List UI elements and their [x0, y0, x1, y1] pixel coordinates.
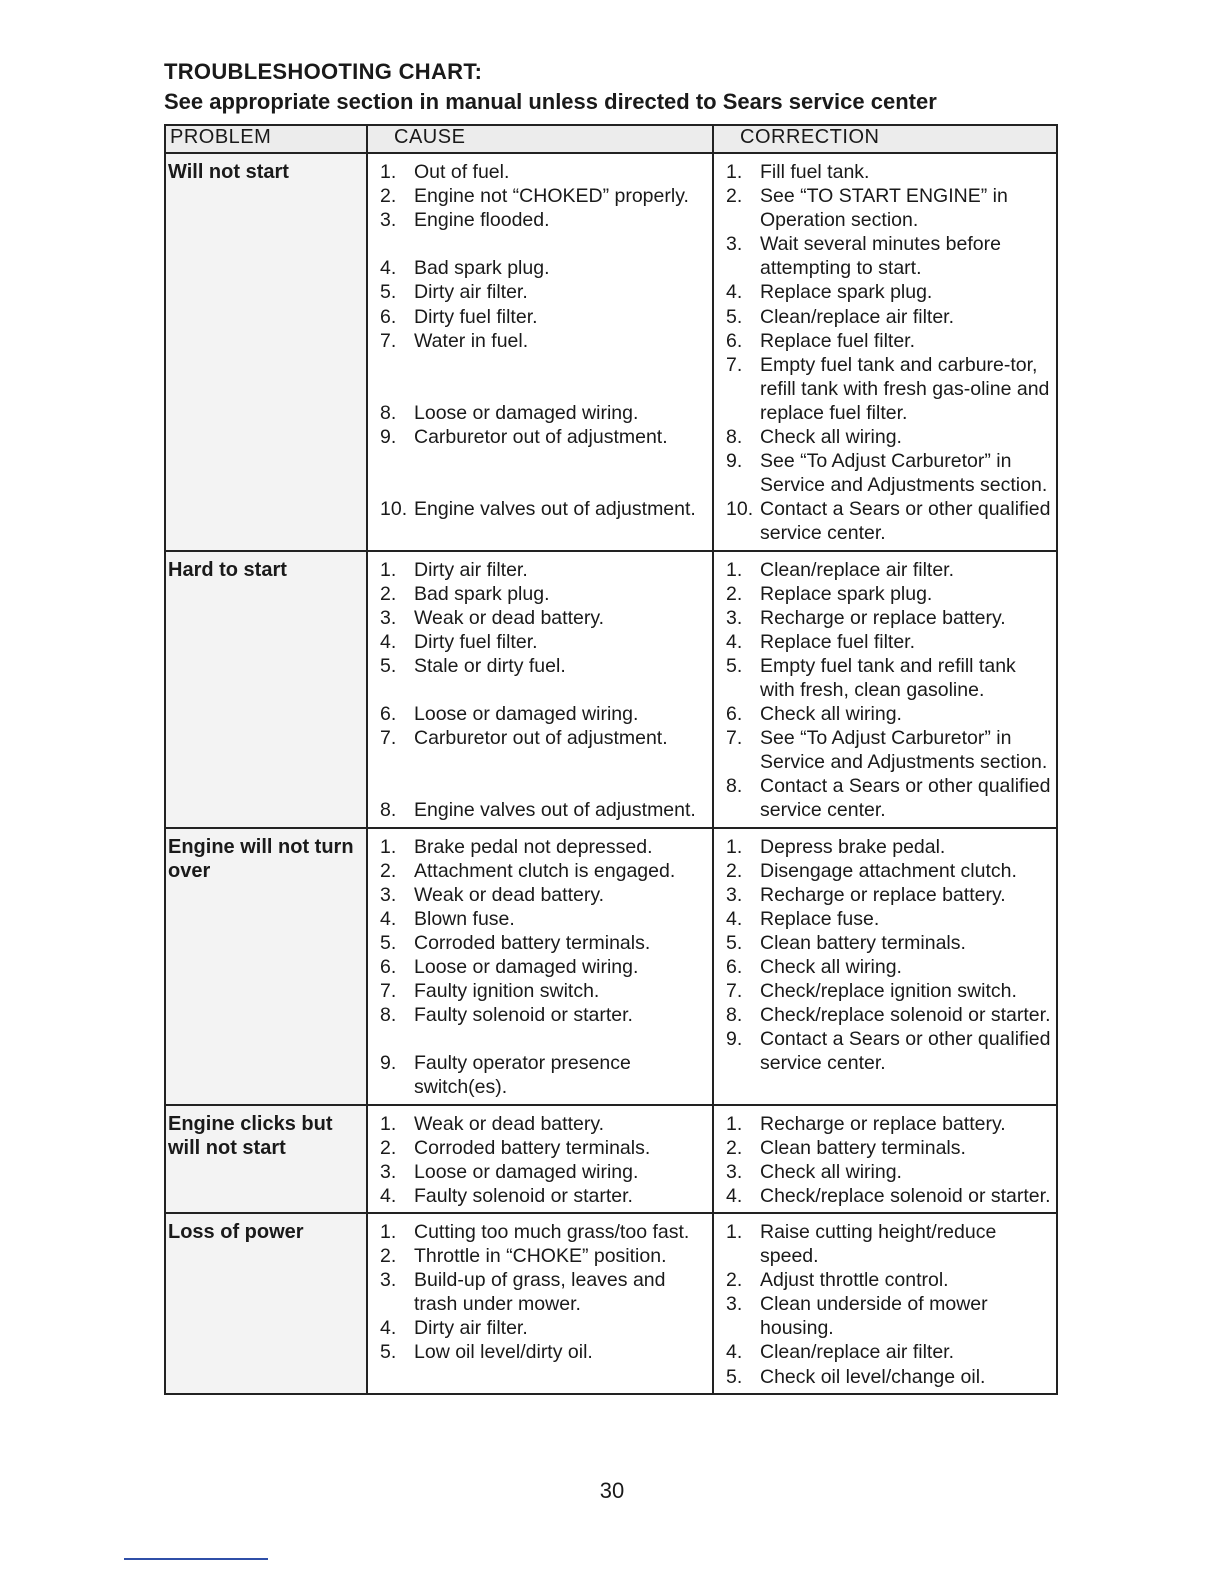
cause-text: Dirty fuel filter. [414, 630, 538, 653]
cause-number: 2. [380, 582, 397, 605]
correction-number: 5. [726, 654, 743, 677]
cause-number: 4. [380, 257, 397, 280]
cause-text: Weak or dead battery. [414, 883, 605, 906]
correction-item [718, 558, 1052, 582]
cause-number: 7. [380, 727, 397, 750]
cause-item [372, 582, 708, 606]
correction-number: 3. [726, 606, 743, 629]
cause-number: 8. [380, 1004, 397, 1027]
cause-item [372, 955, 708, 979]
cause-item [372, 1244, 708, 1268]
correction-item [718, 160, 1052, 184]
correction-list [718, 1220, 1052, 1389]
correction-cell [713, 551, 1057, 828]
correction-item [718, 1268, 1052, 1292]
cause-item [372, 979, 708, 1003]
correction-text: Raise cutting height/reduce speed. [760, 1220, 997, 1268]
cause-item [372, 280, 708, 304]
cause-text: Loose or damaged wiring. [414, 956, 639, 978]
correction-number: 4. [726, 281, 743, 304]
table-row [165, 828, 1057, 1105]
table-body [165, 153, 1057, 1394]
correction-item [718, 280, 1052, 304]
correction-text: Check/replace solenoid or starter. [760, 1004, 1051, 1027]
cause-text: Carburetor out of adjustment. [414, 727, 668, 750]
correction-item [718, 1292, 1052, 1340]
correction-list [718, 558, 1052, 823]
correction-number: 9. [726, 1028, 743, 1051]
cause-text: Loose or damaged wiring. [414, 401, 639, 424]
cause-number: 6. [380, 703, 397, 726]
page-number: 30 [599, 1478, 625, 1503]
cause-text: Throttle in “CHOKE” position. [414, 1245, 667, 1268]
cause-text: Brake pedal not depressed. [414, 835, 653, 858]
correction-number: 8. [726, 1004, 743, 1027]
correction-item [718, 1340, 1052, 1364]
cause-item [372, 726, 708, 750]
correction-number: 5. [726, 931, 743, 954]
cause-item [372, 1340, 708, 1364]
correction-number: 8. [726, 775, 743, 798]
correction-text: Clean/replace air filter. [760, 1341, 955, 1364]
correction-number: 5. [726, 1365, 743, 1388]
correction-text: Recharge or replace battery. [760, 883, 1006, 906]
cause-text: Blown fuse. [414, 907, 515, 930]
correction-item [718, 353, 1052, 425]
cause-item [372, 630, 708, 654]
cause-item [372, 883, 708, 907]
correction-number: 2. [726, 1136, 743, 1159]
cause-item [372, 1051, 708, 1099]
cause-text: Weak or dead battery. [414, 1112, 605, 1135]
problem-cell: Engine will not turn over [165, 828, 367, 1105]
cause-item [372, 401, 708, 425]
correction-cell [713, 828, 1057, 1105]
correction-text: Clean underside of mower housing. [760, 1293, 988, 1340]
cause-text: Faulty ignition switch. [414, 980, 600, 1003]
cause-text: Cutting too much grass/too fast. [414, 1220, 690, 1243]
cause-text: Engine valves out of adjustment. [414, 498, 696, 521]
cause-number: 5. [380, 1341, 397, 1364]
troubleshooting-table [164, 124, 1058, 1395]
cause-item [372, 1316, 708, 1340]
correction-item [718, 835, 1052, 859]
cause-number: 4. [380, 1184, 397, 1207]
correction-item [718, 859, 1052, 883]
problem-cell: Hard to start [165, 551, 367, 828]
correction-text: See “To Adjust Carburetor” in Service and Adjustments section. [760, 727, 1048, 774]
correction-item [718, 883, 1052, 907]
cause-item [372, 907, 708, 931]
cause-item [372, 1220, 708, 1244]
correction-item [718, 1160, 1052, 1184]
page-title: TROUBLESHOOTING CHART: [164, 59, 483, 84]
correction-text: Check/replace ignition switch. [760, 980, 1017, 1003]
page-subtitle: See appropriate section in manual unless directed to Sears service center [164, 89, 937, 114]
cause-text: Weak or dead battery. [414, 606, 605, 629]
correction-number: 2. [726, 1269, 743, 1292]
cause-cell [367, 551, 713, 828]
cause-item [372, 859, 708, 883]
cause-item [372, 1184, 708, 1208]
cause-number: 1. [380, 161, 397, 183]
cause-number: 10. [380, 498, 408, 521]
correction-text: Check all wiring. [760, 426, 902, 449]
cause-number: 7. [380, 329, 397, 352]
cause-text: Stale or dirty fuel. [414, 654, 566, 677]
cause-item [372, 425, 708, 449]
cause-text: Dirty air filter. [414, 1317, 528, 1340]
cause-number: 4. [380, 1317, 397, 1340]
cause-cell [367, 1213, 713, 1394]
correction-text: Check oil level/change oil. [760, 1365, 986, 1388]
cause-item [372, 208, 708, 232]
correction-text: Contact a Sears or other qualified service center. [760, 498, 1051, 545]
correction-text: Check all wiring. [760, 703, 902, 726]
correction-text: Contact a Sears or other qualified service center. [760, 1028, 1051, 1075]
table-row [165, 153, 1057, 551]
cause-number: 3. [380, 883, 397, 906]
cause-item [372, 329, 708, 353]
cause-item [372, 1268, 708, 1316]
correction-item [718, 702, 1052, 726]
correction-text: Depress brake pedal. [760, 835, 946, 858]
cause-text: Out of fuel. [414, 161, 510, 183]
correction-number: 4. [726, 1341, 743, 1364]
correction-number: 3. [726, 233, 743, 256]
correction-number: 8. [726, 426, 743, 449]
correction-text: Replace spark plug. [760, 281, 933, 304]
cause-number: 6. [380, 956, 397, 978]
correction-number: 1. [726, 835, 743, 858]
correction-number: 4. [726, 1184, 743, 1207]
cause-text: Engine flooded. [414, 209, 550, 232]
correction-number: 4. [726, 907, 743, 930]
correction-item [718, 955, 1052, 979]
cause-cell [367, 153, 713, 551]
correction-list [718, 835, 1052, 1076]
cause-item [372, 1136, 708, 1160]
cause-text: Dirty fuel filter. [414, 305, 538, 328]
table-row [165, 551, 1057, 828]
correction-number: 1. [726, 161, 743, 183]
cause-item [372, 558, 708, 582]
correction-text: Fill fuel tank. [760, 161, 870, 183]
correction-number: 10. [726, 498, 754, 521]
cause-number: 5. [380, 654, 397, 677]
cause-item [372, 654, 708, 678]
correction-item [718, 931, 1052, 955]
cause-text: Build-up of grass, leaves and trash under mower. [414, 1269, 666, 1316]
cause-text: Engine valves out of adjustment. [414, 799, 696, 822]
cause-text: Dirty air filter. [414, 558, 528, 581]
cause-cell [367, 1105, 713, 1213]
correction-item [718, 1112, 1052, 1136]
problem-cell: Will not start [165, 153, 367, 551]
correction-number: 3. [726, 1293, 743, 1316]
correction-cell [713, 1105, 1057, 1213]
cause-number: 1. [380, 1220, 397, 1243]
problem-cell: Loss of power [165, 1213, 367, 1394]
table-row [165, 1213, 1057, 1394]
cause-item [372, 1160, 708, 1184]
cause-item [372, 702, 708, 726]
correction-number: 4. [726, 630, 743, 653]
cause-text: Low oil level/dirty oil. [414, 1341, 593, 1364]
correction-number: 3. [726, 883, 743, 906]
cause-item [372, 184, 708, 208]
correction-text: Adjust throttle control. [760, 1269, 949, 1292]
correction-text: Replace spark plug. [760, 582, 933, 605]
correction-item [718, 774, 1052, 822]
correction-cell [713, 1213, 1057, 1394]
correction-number: 2. [726, 582, 743, 605]
correction-item [718, 305, 1052, 329]
cause-number: 2. [380, 185, 397, 208]
cause-text: Bad spark plug. [414, 257, 550, 280]
cause-item [372, 256, 708, 280]
cause-text: Corroded battery terminals. [414, 931, 651, 954]
correction-item [718, 726, 1052, 774]
cause-list [372, 160, 708, 521]
column-header-correction: CORRECTION [713, 125, 1057, 153]
cause-number: 9. [380, 426, 397, 449]
correction-number: 6. [726, 329, 743, 352]
correction-text: Replace fuel filter. [760, 630, 916, 653]
correction-cell [713, 153, 1057, 551]
correction-item [718, 232, 1052, 280]
cause-list [372, 1112, 708, 1208]
cause-list [372, 1220, 708, 1365]
cause-text: Attachment clutch is engaged. [414, 859, 676, 882]
cause-number: 3. [380, 209, 397, 232]
correction-number: 1. [726, 558, 743, 581]
correction-number: 7. [726, 980, 743, 1003]
correction-text: Check/replace solenoid or starter. [760, 1184, 1051, 1207]
cause-number: 1. [380, 1112, 397, 1135]
cause-text: Corroded battery terminals. [414, 1136, 651, 1159]
cause-number: 1. [380, 835, 397, 858]
correction-number: 5. [726, 305, 743, 328]
cause-text: Faulty operator presence switch(es). [414, 1052, 631, 1099]
correction-text: See “TO START ENGINE” in Operation section. [760, 185, 1008, 232]
correction-number: 2. [726, 859, 743, 882]
correction-text: Check all wiring. [760, 956, 902, 978]
correction-item [718, 449, 1052, 497]
cause-item [372, 606, 708, 630]
correction-text: Empty fuel tank and refill tank with fresh, clean gasoline. [760, 654, 1016, 701]
correction-text: Empty fuel tank and carbure-tor, refill tank with fresh gas-oline and replace fuel filter. [760, 353, 1050, 424]
correction-item [718, 1184, 1052, 1208]
correction-text: Contact a Sears or other qualified service center. [760, 775, 1051, 822]
correction-text: Wait several minutes before attempting to start. [760, 233, 1001, 280]
cause-list [372, 835, 708, 1100]
cause-item [372, 798, 708, 822]
column-header-cause: CAUSE [367, 125, 713, 153]
correction-text: Recharge or replace battery. [760, 606, 1006, 629]
table-row [165, 1105, 1057, 1213]
correction-text: Recharge or replace battery. [760, 1112, 1006, 1135]
chart-heading [164, 58, 1064, 116]
correction-item [718, 1220, 1052, 1268]
cause-text: Dirty air filter. [414, 281, 528, 304]
cause-item [372, 160, 708, 184]
correction-text: Disengage attachment clutch. [760, 859, 1017, 882]
cause-item [372, 835, 708, 859]
cause-number: 2. [380, 1245, 397, 1268]
correction-item [718, 1027, 1052, 1075]
correction-item [718, 497, 1052, 545]
cause-text: Bad spark plug. [414, 582, 550, 605]
cause-item [372, 1003, 708, 1027]
correction-number: 7. [726, 727, 743, 750]
correction-text: Check all wiring. [760, 1160, 902, 1183]
cause-number: 3. [380, 1269, 397, 1292]
correction-number: 1. [726, 1112, 743, 1135]
cause-number: 8. [380, 799, 397, 822]
cause-number: 2. [380, 859, 397, 882]
column-header-problem: PROBLEM [165, 125, 367, 153]
correction-item [718, 630, 1052, 654]
cause-text: Faulty solenoid or starter. [414, 1184, 633, 1207]
correction-item [718, 1365, 1052, 1389]
correction-item [718, 582, 1052, 606]
cause-number: 6. [380, 305, 397, 328]
cause-item [372, 497, 708, 521]
cause-number: 3. [380, 1160, 397, 1183]
cause-text: Carburetor out of adjustment. [414, 426, 668, 449]
correction-text: Clean/replace air filter. [760, 305, 955, 328]
correction-text: Replace fuse. [760, 907, 880, 930]
cause-item [372, 931, 708, 955]
correction-number: 6. [726, 703, 743, 726]
cause-number: 8. [380, 401, 397, 424]
table-header-row [165, 125, 1057, 153]
correction-number: 9. [726, 450, 743, 473]
cause-text: Water in fuel. [414, 329, 529, 352]
cause-number: 3. [380, 606, 397, 629]
correction-list [718, 160, 1052, 546]
cause-number: 5. [380, 931, 397, 954]
correction-text: See “To Adjust Carburetor” in Service and Adjustments section. [760, 450, 1048, 497]
correction-item [718, 425, 1052, 449]
correction-number: 7. [726, 353, 743, 376]
cause-text: Loose or damaged wiring. [414, 703, 639, 726]
cause-number: 2. [380, 1136, 397, 1159]
cause-number: 5. [380, 281, 397, 304]
footer-rule [124, 1558, 268, 1560]
cause-cell [367, 828, 713, 1105]
cause-item [372, 305, 708, 329]
cause-text: Faulty solenoid or starter. [414, 1004, 633, 1027]
cause-number: 4. [380, 907, 397, 930]
cause-number: 1. [380, 558, 397, 581]
correction-item [718, 1136, 1052, 1160]
cause-text: Engine not “CHOKED” properly. [414, 185, 689, 208]
cause-number: 4. [380, 630, 397, 653]
correction-list [718, 1112, 1052, 1208]
correction-number: 3. [726, 1160, 743, 1183]
correction-number: 1. [726, 1220, 743, 1243]
correction-item [718, 654, 1052, 702]
cause-number: 9. [380, 1052, 397, 1075]
correction-text: Replace fuel filter. [760, 329, 916, 352]
correction-item [718, 184, 1052, 232]
correction-item [718, 907, 1052, 931]
correction-item [718, 979, 1052, 1003]
cause-item [372, 1112, 708, 1136]
cause-number: 7. [380, 980, 397, 1003]
cause-text: Loose or damaged wiring. [414, 1160, 639, 1183]
correction-text: Clean/replace air filter. [760, 558, 955, 581]
correction-number: 6. [726, 956, 743, 978]
cause-list [372, 558, 708, 823]
correction-number: 2. [726, 185, 743, 208]
correction-text: Clean battery terminals. [760, 931, 966, 954]
correction-text: Clean battery terminals. [760, 1136, 966, 1159]
problem-cell: Engine clicks but will not start [165, 1105, 367, 1213]
correction-item [718, 1003, 1052, 1027]
correction-item [718, 329, 1052, 353]
correction-item [718, 606, 1052, 630]
